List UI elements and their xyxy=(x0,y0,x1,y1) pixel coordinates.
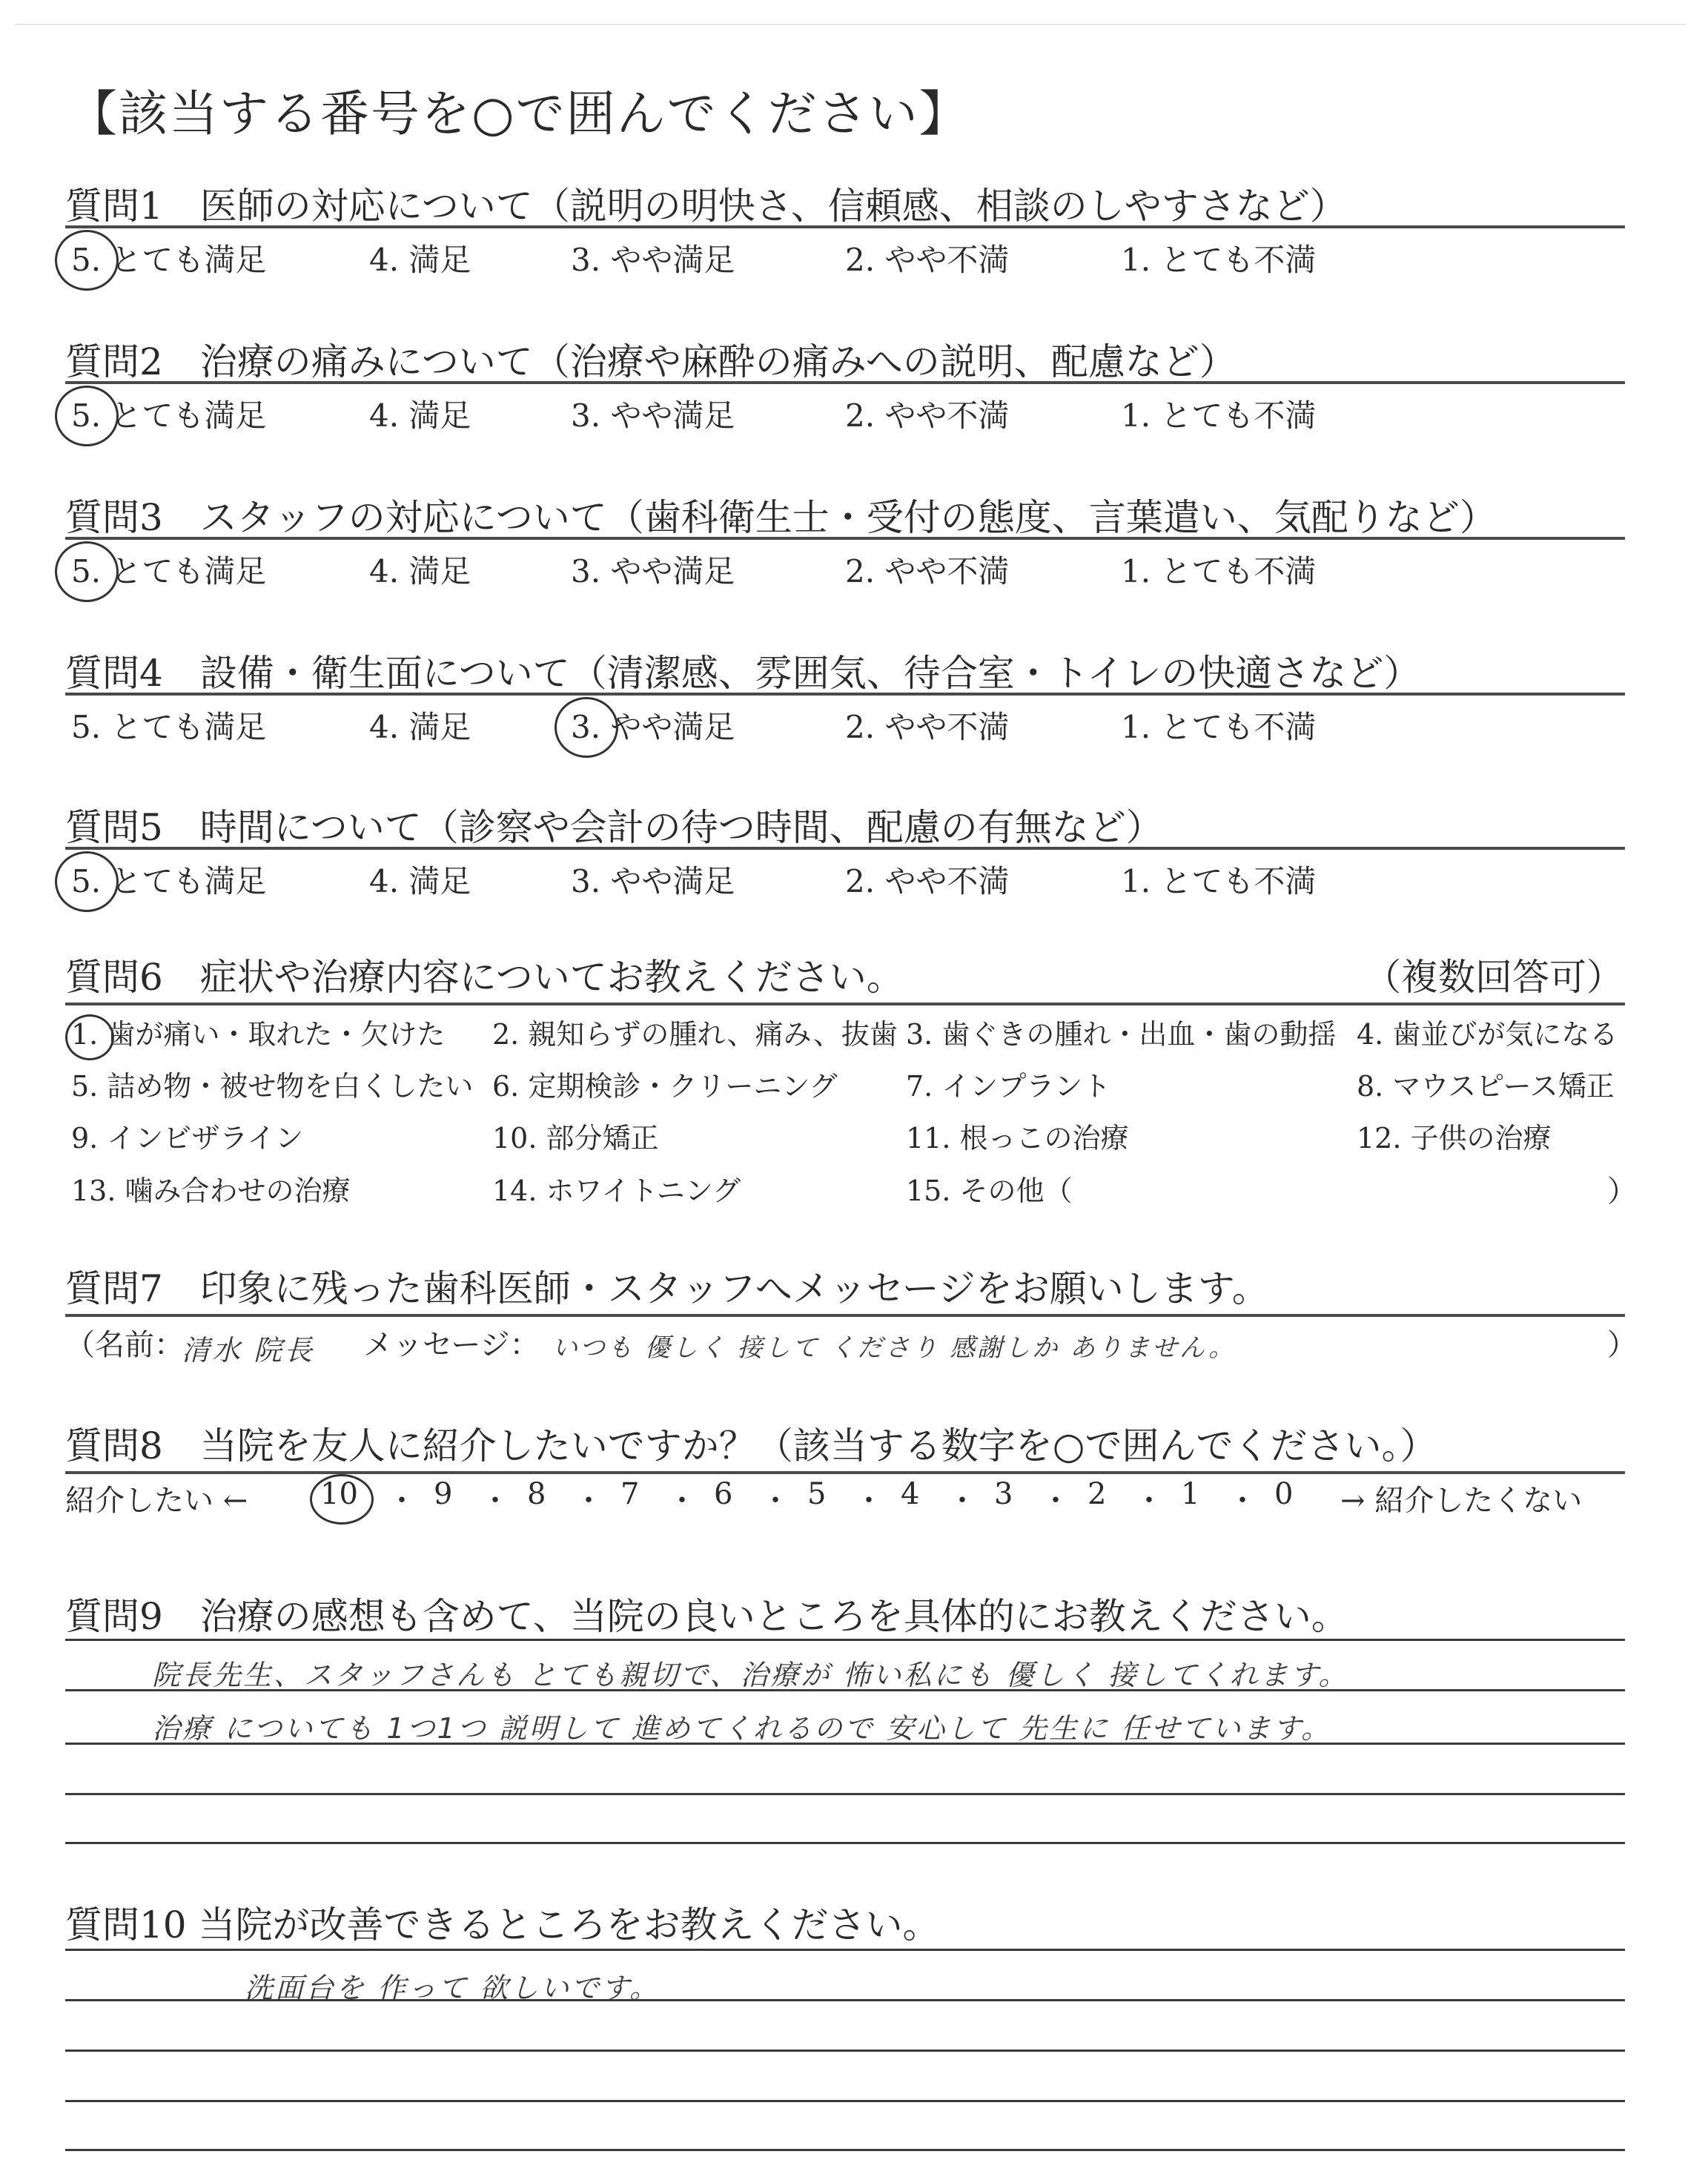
q8-scale-separator: ・ xyxy=(947,1484,977,1518)
q3-option-2[interactable]: 2. やや不満 xyxy=(845,553,1010,589)
q6-note: （複数回答可） xyxy=(1364,956,1623,999)
q6-option-13[interactable]: 13. 噛み合わせの治療 xyxy=(71,1175,351,1207)
q8-scale-10[interactable]: 10 xyxy=(320,1477,358,1511)
q6-option-7[interactable]: 7. インプラント xyxy=(906,1070,1111,1103)
q6-option-14[interactable]: 14. ホワイトニング xyxy=(492,1175,741,1207)
q8-scale-6[interactable]: 6 xyxy=(714,1477,733,1511)
q8-scale-0[interactable]: 0 xyxy=(1274,1477,1294,1511)
q5-title: 質問5 時間について（診察や会計の待つ時間、配慮の有無など） xyxy=(65,806,1163,849)
q1-rule xyxy=(65,225,1625,228)
q8-scale-7[interactable]: 7 xyxy=(620,1477,640,1511)
q8-title: 質問8 当院を友人に紹介したいですか？（該当する数字を○で囲んでください。） xyxy=(65,1424,1437,1467)
q8-scale-5[interactable]: 5 xyxy=(807,1477,827,1511)
q2-option-2[interactable]: 2. やや不満 xyxy=(845,397,1010,434)
q6-option-5[interactable]: 5. 詰め物・被せ物を白くしたい xyxy=(71,1070,474,1103)
q6-option-11[interactable]: 11. 根っこの治療 xyxy=(906,1122,1129,1155)
q8-rule xyxy=(65,1471,1625,1474)
q6-option-15[interactable]: 15. その他（ xyxy=(906,1175,1073,1207)
q8-left-label: 紹介したい ← xyxy=(65,1484,248,1518)
q5-option-2[interactable]: 2. やや不満 xyxy=(845,863,1010,899)
q2-option-4[interactable]: 4. 満足 xyxy=(369,397,471,434)
q5-option-3[interactable]: 3. やや満足 xyxy=(571,863,735,899)
q9-line-4 xyxy=(65,1842,1625,1844)
q6-option-1[interactable]: 1. 歯が痛い・取れた・欠けた xyxy=(71,1018,446,1051)
q8-scale-separator: ・ xyxy=(387,1484,417,1518)
q8-scale-4[interactable]: 4 xyxy=(901,1477,920,1511)
q9-answer-line-1: 院長先生、スタッフさんも とても親切で、治療が 怖い私にも 優しく 接してくれます。 xyxy=(152,1659,1349,1691)
q3-title: 質問3 スタッフの対応について（歯科衛生士・受付の態度、言葉遣い、気配りなど） xyxy=(65,496,1497,539)
q2-title: 質問2 治療の痛みについて（治療や麻酔の痛みへの説明、配慮など） xyxy=(65,340,1237,383)
q10-answer-line-1: 洗面台を 作って 欲しいです。 xyxy=(245,1972,661,2004)
q4-rule xyxy=(65,693,1625,696)
q7-close: ） xyxy=(1607,1328,1637,1362)
q6-other-close: ） xyxy=(1607,1175,1637,1209)
q4-option-5[interactable]: 5. とても満足 xyxy=(71,709,267,745)
q3-option-4[interactable]: 4. 満足 xyxy=(369,553,471,589)
q1-option-1[interactable]: 1. とても不満 xyxy=(1121,242,1317,278)
q7-title: 質問7 印象に残った歯科医師・スタッフへメッセージをお願いします。 xyxy=(65,1267,1269,1310)
q1-title: 質問1 医師の対応について（説明の明快さ、信頼感、相談のしやすさなど） xyxy=(65,185,1347,228)
q10-title: 質問10 当院が改善できるところをお教えください。 xyxy=(65,1903,940,1946)
q9-title: 質問9 治療の感想も含めて、当院の良いところを具体的にお教えください。 xyxy=(65,1595,1348,1638)
q4-option-4[interactable]: 4. 満足 xyxy=(369,709,471,745)
q5-selection-circle[interactable] xyxy=(55,851,119,912)
q7-name-value: 清水 院長 xyxy=(182,1334,315,1367)
q8-scale-separator: ・ xyxy=(761,1484,790,1518)
q6-selection-circle[interactable] xyxy=(65,1014,114,1060)
q9-answer-line-2: 治療 についても 1つ1つ 説明して 進めてくれるので 安心して 先生に 任せています。 xyxy=(152,1712,1332,1745)
q4-selection-circle[interactable] xyxy=(555,697,618,758)
q6-title: 質問6 症状や治療内容についてお教えください。 xyxy=(65,956,904,999)
scan-top-edge xyxy=(15,24,1686,25)
q9-line-2 xyxy=(65,1743,1625,1745)
q2-option-3[interactable]: 3. やや満足 xyxy=(571,397,735,434)
q10-line-1 xyxy=(65,1999,1625,2001)
q6-option-10[interactable]: 10. 部分矯正 xyxy=(492,1122,659,1155)
q6-option-9[interactable]: 9. インビザライン xyxy=(71,1122,304,1155)
q1-option-2[interactable]: 2. やや不満 xyxy=(845,242,1010,278)
q6-option-3[interactable]: 3. 歯ぐきの腫れ・出血・歯の動揺 xyxy=(906,1018,1337,1051)
q8-scale-separator: ・ xyxy=(1041,1484,1070,1518)
q5-rule xyxy=(65,847,1625,850)
q7-name-label: （名前： xyxy=(65,1328,184,1362)
q7-rule xyxy=(65,1314,1625,1317)
q9-line-3 xyxy=(65,1793,1625,1795)
q10-rule xyxy=(65,1949,1625,1951)
q6-option-2[interactable]: 2. 親知らずの腫れ、痛み、抜歯 xyxy=(492,1018,898,1051)
form-header: 【該当する番号を○で囲んでください】 xyxy=(68,85,970,142)
q3-option-5[interactable]: 5. とても満足 xyxy=(71,553,267,589)
q8-scale-separator: ・ xyxy=(854,1484,884,1518)
q2-option-1[interactable]: 1. とても不満 xyxy=(1121,397,1317,434)
q9-rule xyxy=(65,1639,1625,1641)
q8-scale-separator: ・ xyxy=(1228,1484,1257,1518)
q9-line-1 xyxy=(65,1689,1625,1691)
q6-option-4[interactable]: 4. 歯並びが気になる xyxy=(1357,1018,1618,1051)
q6-option-12[interactable]: 12. 子供の治療 xyxy=(1357,1122,1552,1155)
q6-option-6[interactable]: 6. 定期検診・クリーニング xyxy=(492,1070,838,1103)
q4-title: 質問4 設備・衛生面について（清潔感、雰囲気、待合室・トイレの快適さなど） xyxy=(65,652,1421,695)
q3-option-3[interactable]: 3. やや満足 xyxy=(571,553,735,589)
q10-line-3 xyxy=(65,2100,1625,2102)
q10-line-4 xyxy=(65,2149,1625,2151)
q4-option-2[interactable]: 2. やや不満 xyxy=(845,709,1010,745)
q8-scale-separator: ・ xyxy=(667,1484,697,1518)
q8-scale-separator: ・ xyxy=(480,1484,510,1518)
q10-line-2 xyxy=(65,2050,1625,2052)
q1-option-4[interactable]: 4. 満足 xyxy=(369,242,471,278)
q7-message-value: いつも 優しく 接して くださり 感謝しか ありません。 xyxy=(552,1333,1237,1363)
q2-rule xyxy=(65,381,1625,384)
q7-message-label: メッセージ： xyxy=(363,1328,540,1362)
q3-rule xyxy=(65,537,1625,540)
q2-selection-circle[interactable] xyxy=(55,386,119,446)
q8-right-label: → 紹介したくない xyxy=(1340,1484,1583,1518)
q8-scale-3[interactable]: 3 xyxy=(994,1477,1013,1511)
q5-option-4[interactable]: 4. 満足 xyxy=(369,863,471,899)
q3-option-1[interactable]: 1. とても不満 xyxy=(1121,553,1317,589)
q5-option-5[interactable]: 5. とても満足 xyxy=(71,863,267,899)
q8-scale-separator: ・ xyxy=(574,1484,603,1518)
q8-scale-8[interactable]: 8 xyxy=(527,1477,546,1511)
q8-scale-2[interactable]: 2 xyxy=(1088,1477,1107,1511)
q2-option-5[interactable]: 5. とても満足 xyxy=(71,397,267,434)
q3-selection-circle[interactable] xyxy=(55,541,119,602)
q8-selection-circle[interactable] xyxy=(310,1474,374,1525)
q1-option-3[interactable]: 3. やや満足 xyxy=(571,242,735,278)
q6-option-8[interactable]: 8. マウスピース矯正 xyxy=(1357,1070,1615,1103)
q8-scale-separator: ・ xyxy=(1134,1484,1164,1518)
q1-option-5[interactable]: 5. とても満足 xyxy=(71,242,267,278)
q5-option-1[interactable]: 1. とても不満 xyxy=(1121,863,1317,899)
q4-option-3[interactable]: 3. やや満足 xyxy=(571,709,735,745)
q4-option-1[interactable]: 1. とても不満 xyxy=(1121,709,1317,745)
q8-scale-1[interactable]: 1 xyxy=(1181,1477,1200,1511)
q8-scale-9[interactable]: 9 xyxy=(434,1477,453,1511)
q6-rule xyxy=(65,1003,1625,1005)
q1-selection-circle[interactable] xyxy=(55,230,119,291)
